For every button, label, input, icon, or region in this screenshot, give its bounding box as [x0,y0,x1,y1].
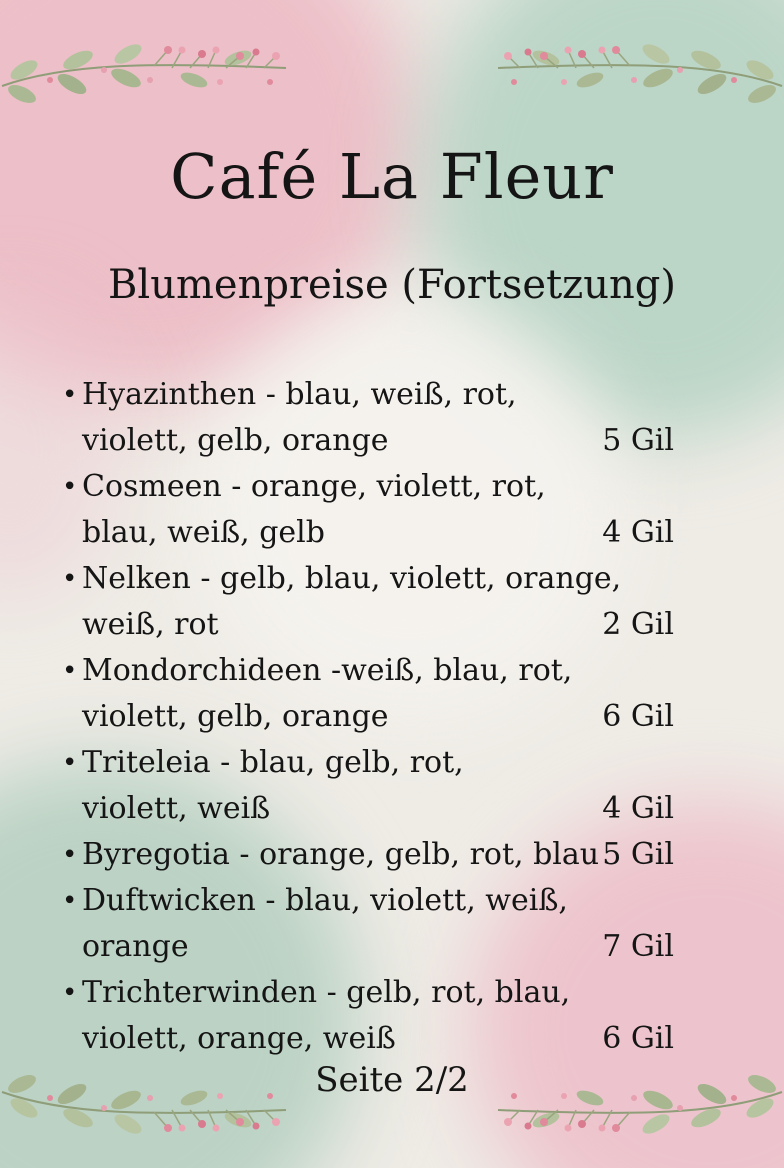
item-name: Trichterwinden - gelb, rot, blau, [82,975,571,1010]
page-title: Café La Fleur [170,140,614,213]
bullet-icon: • [62,380,78,410]
list-item [62,970,702,1062]
floral-garland-icon [0,24,294,114]
list-item [62,464,702,556]
item-name: Triteleia - blau, gelb, rot, [82,745,464,780]
item-name: Duftwicken - blau, violett, weiß, [82,883,568,918]
list-item [62,878,702,970]
item-colors: blau, weiß, gelb [82,515,325,550]
item-colors: violett, weiß [82,791,271,826]
list-item [62,832,702,878]
item-colors: violett, gelb, orange [82,423,389,458]
bullet-icon: • [62,978,78,1008]
item-price: 5 Gil [602,837,674,872]
bullet-icon: • [62,472,78,502]
item-name: Byregotia - orange, gelb, rot, blau [82,837,600,872]
item-price: 5 Gil [602,423,674,458]
item-name: Cosmeen - orange, violett, rot, [82,469,546,504]
item-name: Mondorchideen -weiß, blau, rot, [82,653,573,688]
page-number: Seite 2/2 [315,1060,469,1100]
list-item [62,648,702,740]
bullet-icon: • [62,840,78,870]
item-name: Hyazinthen - blau, weiß, rot, [82,377,517,412]
item-price: 6 Gil [602,699,674,734]
page-subtitle: Blumenpreise (Fortsetzung) [108,262,676,308]
item-price: 7 Gil [602,929,674,964]
item-price: 4 Gil [602,791,674,826]
list-item [62,556,702,648]
item-name: Nelken - gelb, blau, violett, orange, [82,561,622,596]
list-item [62,740,702,832]
bullet-icon: • [62,564,78,594]
item-price: 2 Gil [602,607,674,642]
item-colors: violett, orange, weiß [82,1021,396,1056]
item-colors: weiß, rot [82,607,219,642]
bullet-icon: • [62,748,78,778]
item-colors: orange [82,929,189,964]
item-price: 6 Gil [602,1021,674,1056]
bullet-icon: • [62,886,78,916]
list-item [62,372,702,464]
item-colors: violett, gelb, orange [82,699,389,734]
item-price: 4 Gil [602,515,674,550]
floral-garland-icon [490,24,784,114]
flower-price-list [62,372,702,1062]
bullet-icon: • [62,656,78,686]
